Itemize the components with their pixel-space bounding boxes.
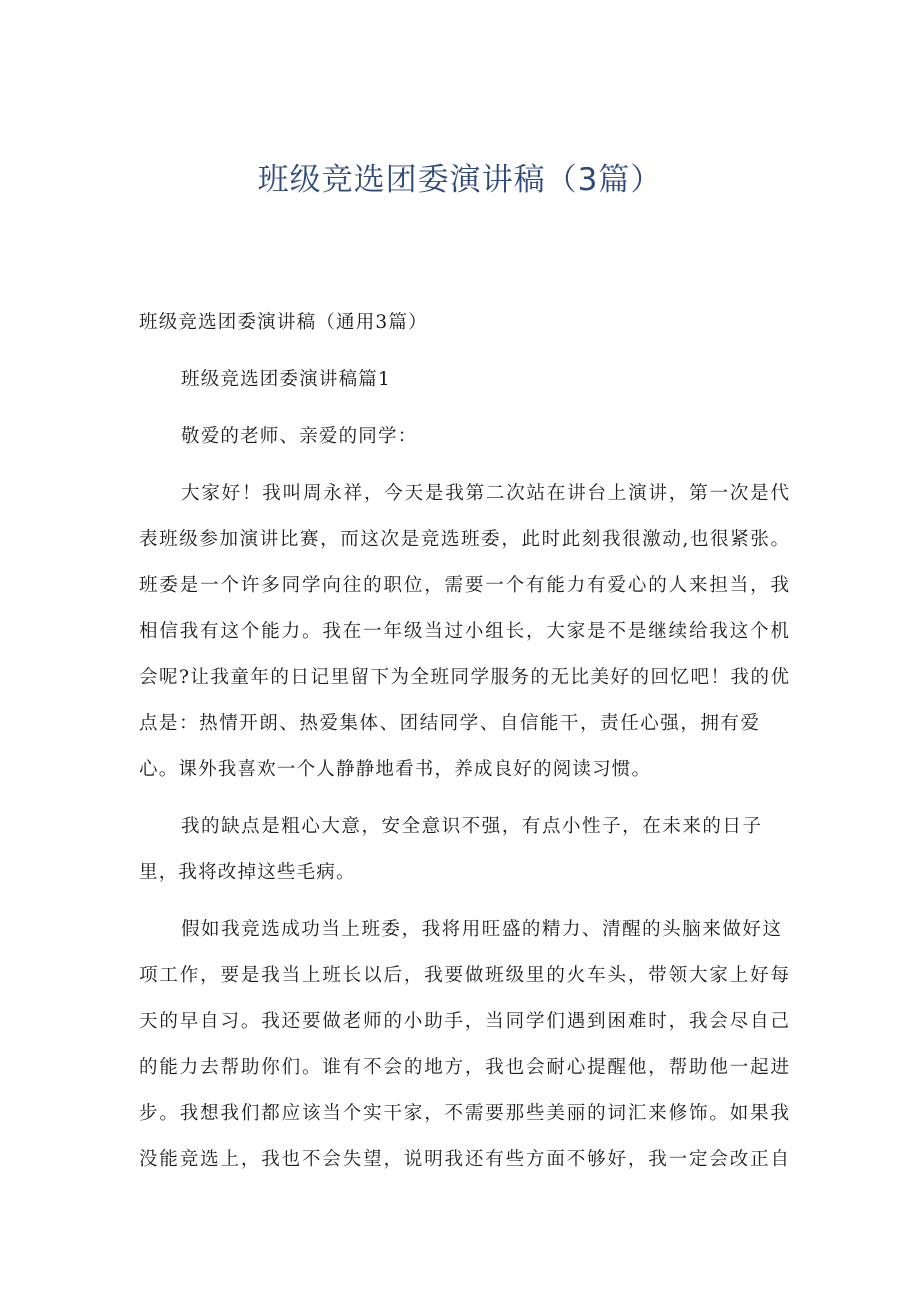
section-heading: 班级竞选团委演讲稿篇1 bbox=[181, 369, 391, 390]
paragraph-line: 步。我想我们都应该当个实干家，不需要那些美丽的词汇来修饰。如果我 bbox=[139, 1103, 789, 1124]
paragraph-3 bbox=[139, 907, 789, 1183]
paragraph-line: 的能力去帮助你们。谁有不会的地方，我也会耐心提醒他，帮助他一起进 bbox=[139, 1057, 789, 1078]
paragraph-1 bbox=[139, 471, 789, 793]
paragraph-line: 假如我竞选成功当上班委，我将用旺盛的精力、清醒的头脑来做好这 bbox=[181, 919, 781, 940]
paragraph-line: 没能竞选上，我也不会失望，说明我还有些方面不够好，我一定会改正自 bbox=[139, 1149, 789, 1170]
paragraph-line: 大家好！我叫周永祥，今天是我第二次站在讲台上演讲，第一次是代 bbox=[181, 483, 789, 504]
paragraph-line: 班委是一个许多同学向往的职位，需要一个有能力有爱心的人来担当，我 bbox=[139, 575, 789, 596]
document-body bbox=[139, 300, 789, 1183]
paragraph-line: 心。课外我喜欢一个人静静地看书，养成良好的阅读习惯。 bbox=[139, 759, 652, 780]
document-subtitle: 班级竞选团委演讲稿（通用3篇） bbox=[139, 312, 428, 333]
document-title: 班级竞选团委演讲稿（3篇） bbox=[257, 162, 663, 198]
paragraph-line: 会呢?让我童年的日记里留下为全班同学服务的无比美好的回忆吧！我的优 bbox=[139, 667, 789, 688]
paragraph-line: 我的缺点是粗心大意，安全意识不强，有点小性子，在未来的日子 bbox=[181, 816, 761, 837]
paragraph-line: 点是：热情开朗、热爱集体、团结同学、自信能干，责任心强，拥有爱 bbox=[139, 713, 759, 734]
paragraph-line: 天的早自习。我还要做老师的小助手，当同学们遇到困难时，我会尽自己 bbox=[139, 1011, 789, 1032]
paragraph-line: 表班级参加演讲比赛，而这次是竞选班委，此时此刻我很激动,也很紧张。 bbox=[139, 529, 789, 550]
paragraph-line: 相信我有这个能力。我在一年级当过小组长，大家是不是继续给我这个机 bbox=[139, 621, 789, 642]
paragraph-2 bbox=[139, 804, 789, 896]
salutation: 敬爱的老师、亲爱的同学： bbox=[181, 426, 418, 447]
paragraph-line: 里，我将改掉这些毛病。 bbox=[139, 862, 356, 883]
paragraph-line: 项工作，要是我当上班长以后，我要做班级里的火车头，带领大家上好每 bbox=[139, 965, 789, 986]
